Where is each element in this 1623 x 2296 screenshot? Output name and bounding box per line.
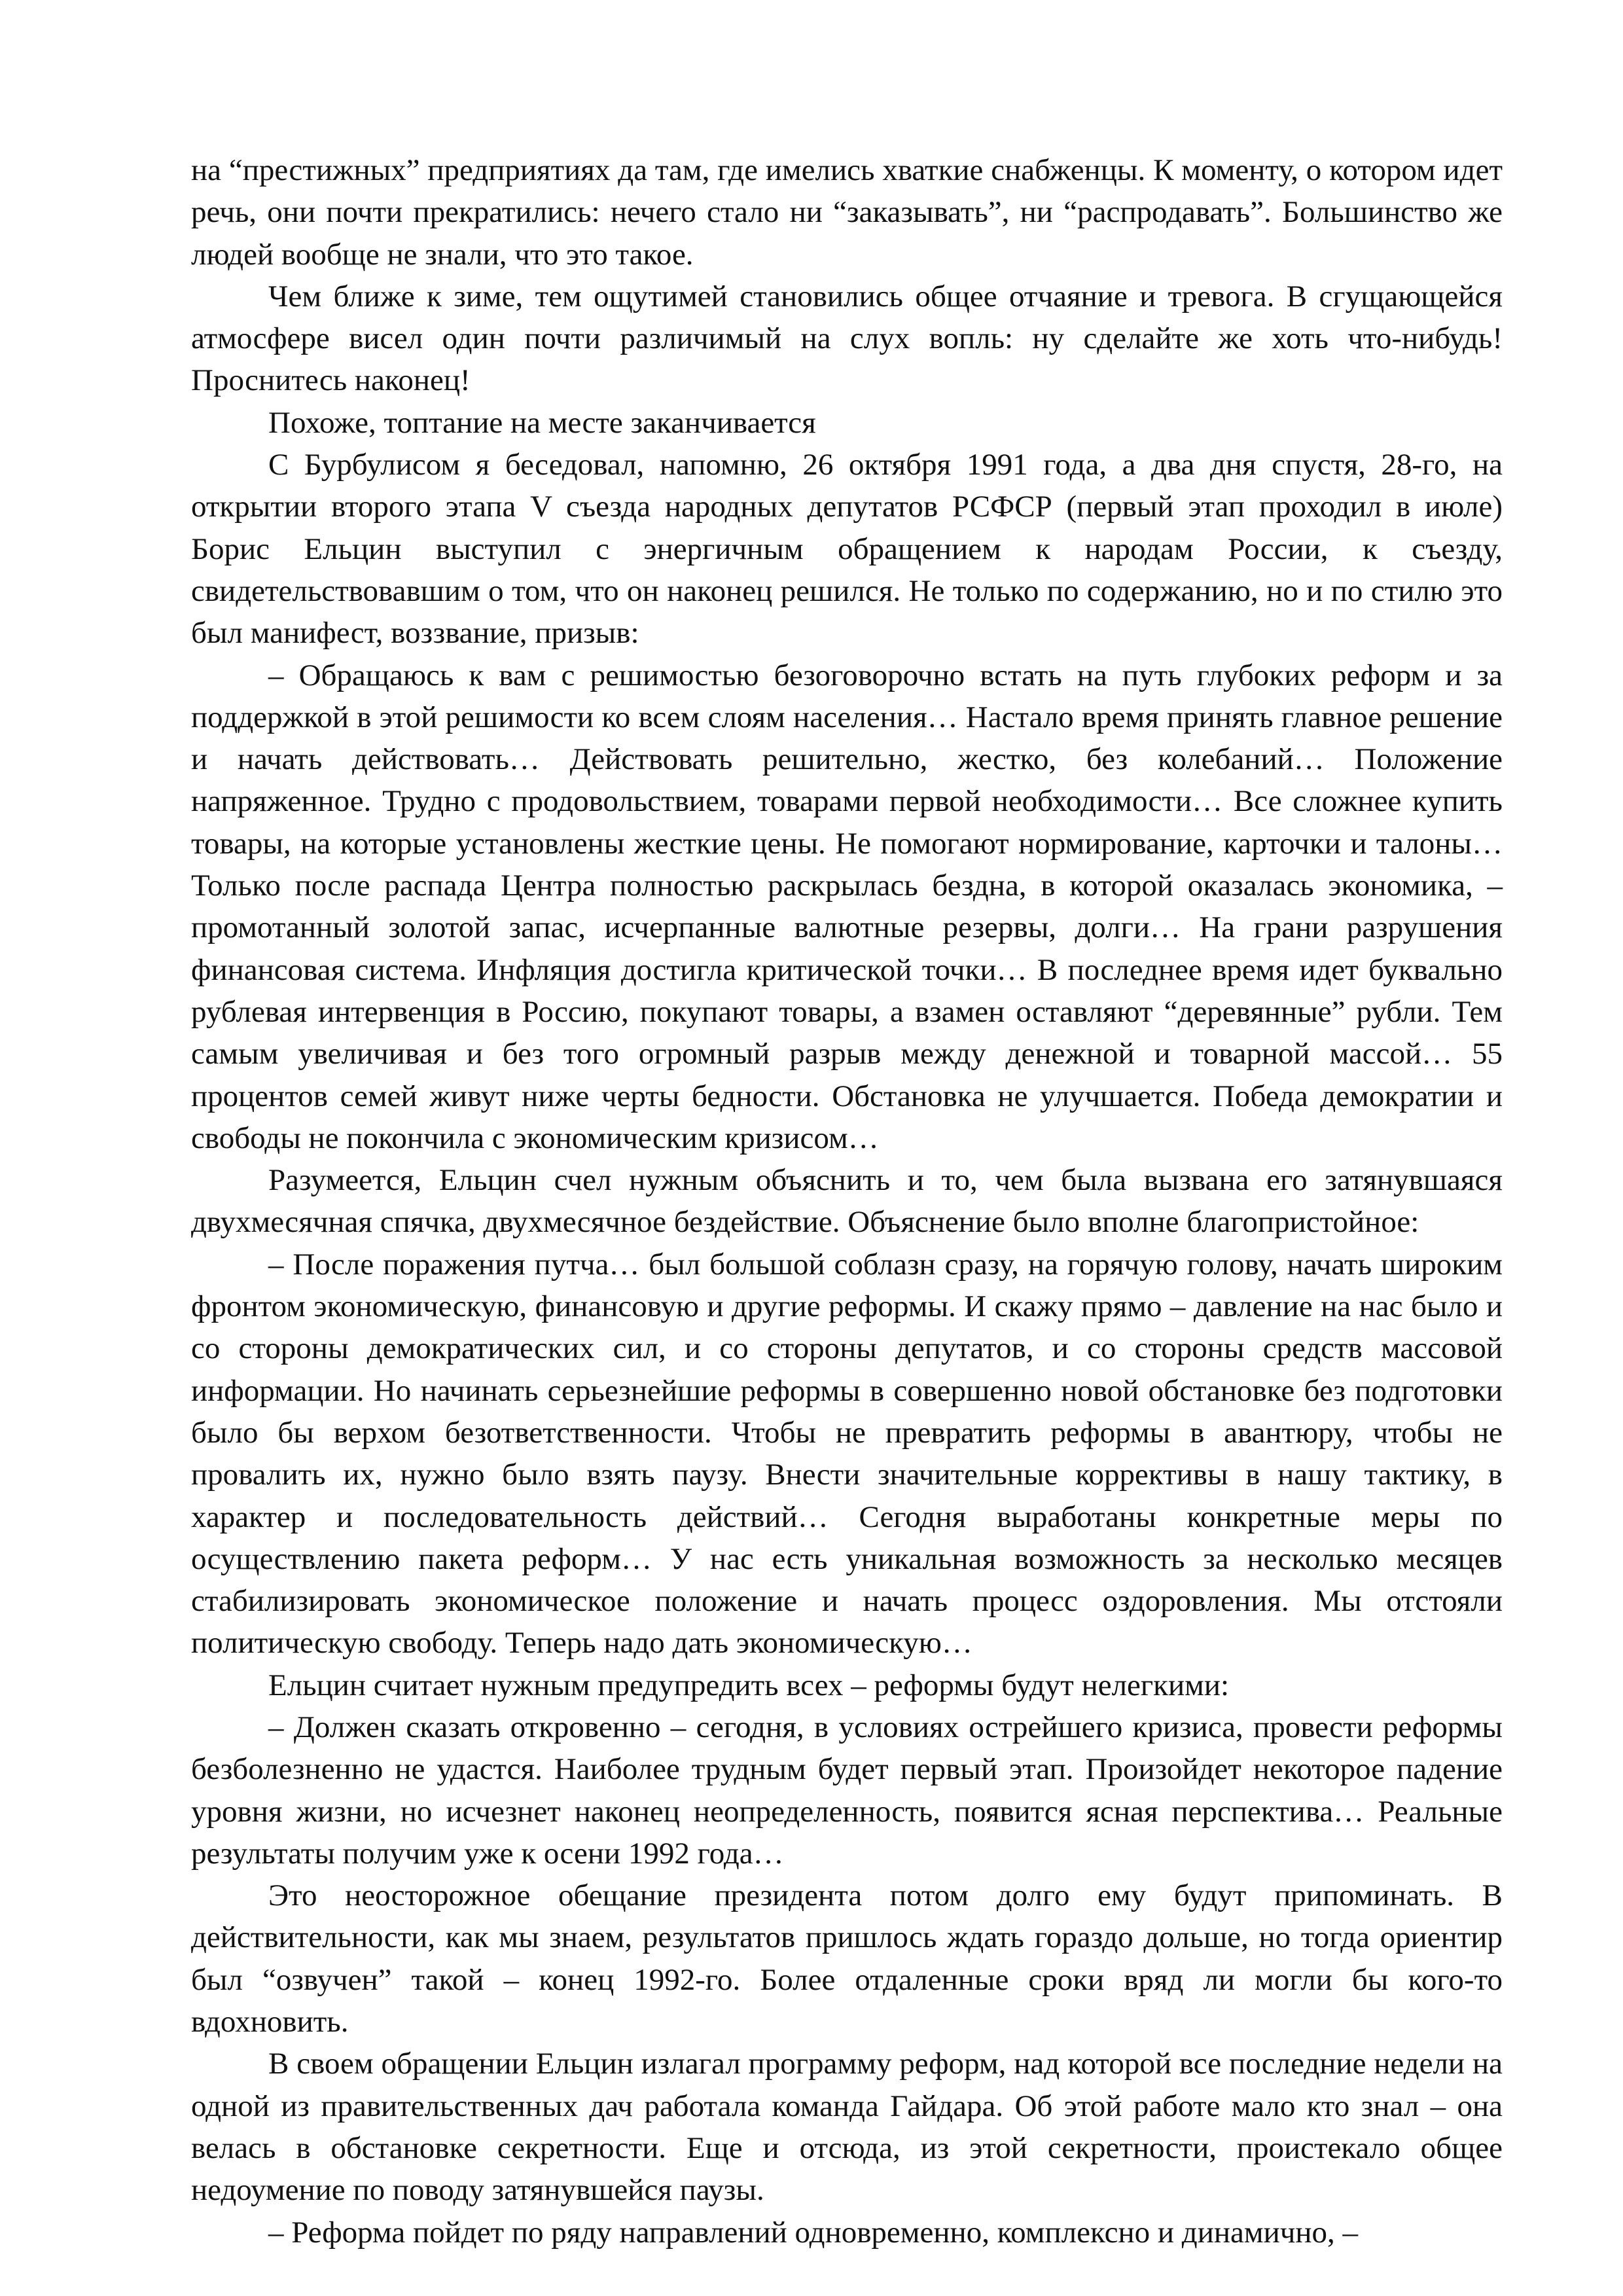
document-page [191,149,1503,2253]
paragraph-9: – Должен сказать откровенно – сегодня, в условиях острейшего кризиса, провести реформы безболезненно не удастся. Наиболее трудным будет первый этап. Произойдет некоторое падение уровня жизни, но исчезнет наконец неопределенность, появится ясная перспектива… Реальные результаты получим уже к осени 1992 года… [191,1710,1503,1871]
paragraph-3: Похоже, топтание на месте заканчивается [268,405,816,440]
paragraph-12: – Реформа пойдет по ряду направлений одновременно, комплексно и динамично, – [268,2215,1359,2250]
paragraph-1: на “престижных” предприятиях да там, где имелись хваткие снабженцы. К моменту, о котором идет речь, они почти прекратились: нечего стало ни “заказывать”, ни “распродавать”. Большинство же людей вообще не знали, что это такое. [191,153,1503,272]
paragraph-2: Чем ближе к зиме, тем ощутимей становились общее отчаяние и тревога. В сгущающейся атмосфере висел один почти различимый на слух вопль: ну сделайте же хоть что-нибудь! Проснитесь наконец! [191,279,1503,398]
paragraph-5: – Обращаюсь к вам с решимостью безоговорочно встать на путь глубоких реформ и за поддержкой в этой решимости ко всем слоям населения… Настало время принять главное решение и начать действовать… Действовать решительно, жестко, без колебаний… Положение напряженное. Трудно с продовольствием, товарами первой необходимости… Все сложнее купить товары, на которые установлены жесткие цены. Не помогают нормирование, карточки и талоны… Только после распада Центра полностью раскрылась бездна, в которой оказалась экономика, – промотанный золотой запас, исчерпанные валютные резервы, долги… На грани разрушения финансовая система. Инфляция достигла критической точки… В последнее время идет буквально рублевая интервенция в Россию, покупают товары, а взамен оставляют “деревянные” рубли. Тем самым увеличивая и без того огромный разрыв между денежной и товарной массой… 55 процентов семей живут ниже черты бедности. Обстановка не улучшается. Победа демократии и свободы не покончила с экономическим кризисом… [191,658,1503,1155]
paragraph-7: – После поражения путча… был большой соблазн сразу, на горячую голову, начать широким фронтом экономическую, финансовую и другие реформы. И скажу прямо – давление на нас было и со стороны демократических сил, и со стороны депутатов, и со стороны средств массовой информации. Но начинать серьезнейшие реформы в совершенно новой обстановке без подготовки было бы верхом безответственности. Чтобы не превратить реформы в авантюру, чтобы не провалить их, нужно было взять паузу. Внести значительные коррективы в нашу тактику, в характер и последовательность действий… Сегодня выработаны конкретные меры по осуществлению пакета реформ… У нас есть уникальная возможность за несколько месяцев стабилизировать экономическое положение и начать процесс оздоровления. Мы отстояли политическую свободу. Теперь надо дать экономическую… [191,1247,1503,1660]
paragraph-8: Ельцин считает нужным предупредить всех – реформы будут нелегкими: [268,1668,1230,1702]
paragraph-11: В своем обращении Ельцин излагал программу реформ, над которой все последние недели на одной из правительственных дач работала команда Гайдара. Об этой работе мало кто знал – она велась в обстановке секретности. Еще и отсюда, из этой секретности, проистекало общее недоумение по поводу затянувшейся паузы. [191,2047,1503,2208]
paragraph-4: С Бурбулисом я беседовал, напомню, 26 октября 1991 года, а два дня спустя, 28-го, на открытии второго этапа V съезда народных депутатов РСФСР (первый этап проходил в июле) Борис Ельцин выступил с энергичным обращением к народам России, к съезду, свидетельствовавшим о том, что он наконец решился. Не только по содержанию, но и по стилю это был манифест, воззвание, призыв: [191,448,1503,651]
paragraph-10: Это неосторожное обещание президента потом долго ему будут припоминать. В действительности, как мы знаем, результатов пришлось ждать гораздо дольше, но тогда ориентир был “озвучен” такой – конец 1992-го. Более отдаленные сроки вряд ли могли бы кого-то вдохновить. [191,1878,1503,2039]
paragraph-6: Разумеется, Ельцин счел нужным объяснить и то, чем была вызвана его затянувшаяся двухмесячная спячка, двухмесячное бездействие. Объяснение было вполне благопристойное: [191,1163,1503,1240]
